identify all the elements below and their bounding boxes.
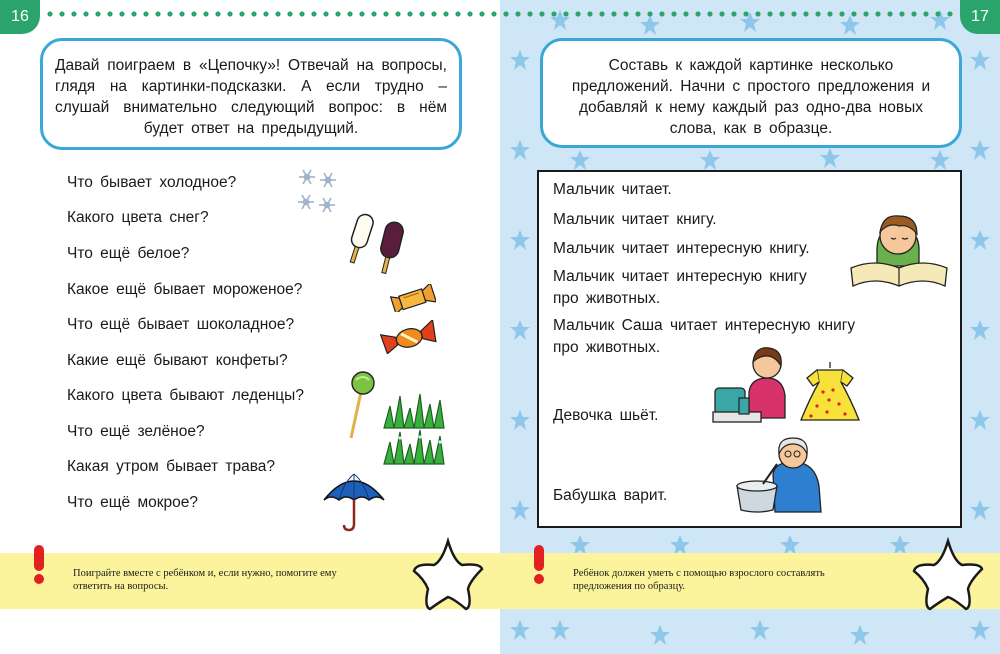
sentence-4: Мальчик читает интересную книгу [553, 268, 807, 285]
sentence-grandma-cooks: Бабушка варит. [553, 487, 668, 504]
ice-cream-icons [340, 210, 410, 282]
star-icon [410, 537, 486, 613]
instruction-text-left: Давай поиграем в «Цепочку»! Отвечай на вопросы, глядя на картинки-подсказки. А если трудно – слушай внимательно следующий вопрос: в нём будет ответ на предыдущий. [55, 57, 447, 137]
parent-note-right-line2: предложения по образцу. [573, 581, 686, 592]
sentence-4-continued: про животных. [553, 290, 661, 307]
instruction-box-left [40, 38, 462, 150]
question-1: Что бывает холодное? [67, 174, 237, 191]
snowflakes-icon [296, 166, 340, 216]
wrapped-candy-icon [390, 284, 436, 312]
dotted-border-left [44, 11, 500, 17]
page-number-left: 16 [0, 0, 40, 34]
candy-icon [380, 320, 438, 354]
parent-note-right-line1: Ребёнок должен уметь с помощью взрослого составлять [573, 568, 825, 579]
boy-reading-icon [847, 206, 953, 290]
question-7: Какого цвета бывают леденцы? [67, 387, 304, 404]
question-10: Что ещё мокрое? [67, 494, 199, 511]
parent-note-strip-left [0, 553, 500, 609]
sentence-5: Мальчик Саша читает интересную книгу [553, 317, 856, 334]
sentence-2: Мальчик читает книгу. [553, 211, 717, 228]
question-6: Какие ещё бывают конфеты? [67, 352, 288, 369]
girl-sewing-icon [711, 342, 795, 428]
grandma-cooking-icon [733, 434, 829, 516]
sentence-5-continued: про животных. [553, 339, 661, 356]
question-4: Какое ещё бывает мороженое? [67, 281, 303, 298]
parent-note-strip-right [500, 553, 1000, 609]
wet-grass-icon [382, 428, 446, 466]
page-number-right: 17 [960, 0, 1000, 34]
parent-note-left-line2: ответить на вопросы. [73, 581, 169, 592]
parent-note-right [573, 567, 825, 593]
right-page [500, 0, 1000, 654]
parent-note-left [73, 567, 337, 593]
dotted-border-right [500, 11, 956, 17]
sentence-3: Мальчик читает интересную книгу. [553, 240, 810, 257]
question-3: Что ещё белое? [67, 245, 190, 262]
exclamation-icon [528, 545, 550, 589]
question-5: Что ещё бывает шоколадное? [67, 316, 295, 333]
question-8: Что ещё зелёное? [67, 423, 205, 440]
dress-icon [799, 360, 861, 424]
umbrella-icon [322, 470, 386, 532]
question-9: Какая утром бывает трава? [67, 458, 275, 475]
parent-note-left-line1: Поиграйте вместе с ребёнком и, если нужно, помогите ему [73, 568, 337, 579]
star-icon [910, 537, 986, 613]
grass-icon [382, 392, 446, 430]
question-2: Какого цвета снег? [67, 209, 209, 226]
lollipop-icon [344, 370, 380, 442]
sentence-1: Мальчик читает. [553, 181, 672, 198]
instruction-text-right: Составь к каждой картинке несколько предложений. Начни с простого предложения и добавляй к нему каждый раз одно-два новых слова, как в образце. [571, 57, 931, 137]
sentence-girl-sews: Девочка шьёт. [553, 407, 659, 424]
exclamation-icon [28, 545, 50, 589]
instruction-box-right [540, 38, 962, 148]
example-sentences-box [537, 170, 962, 528]
